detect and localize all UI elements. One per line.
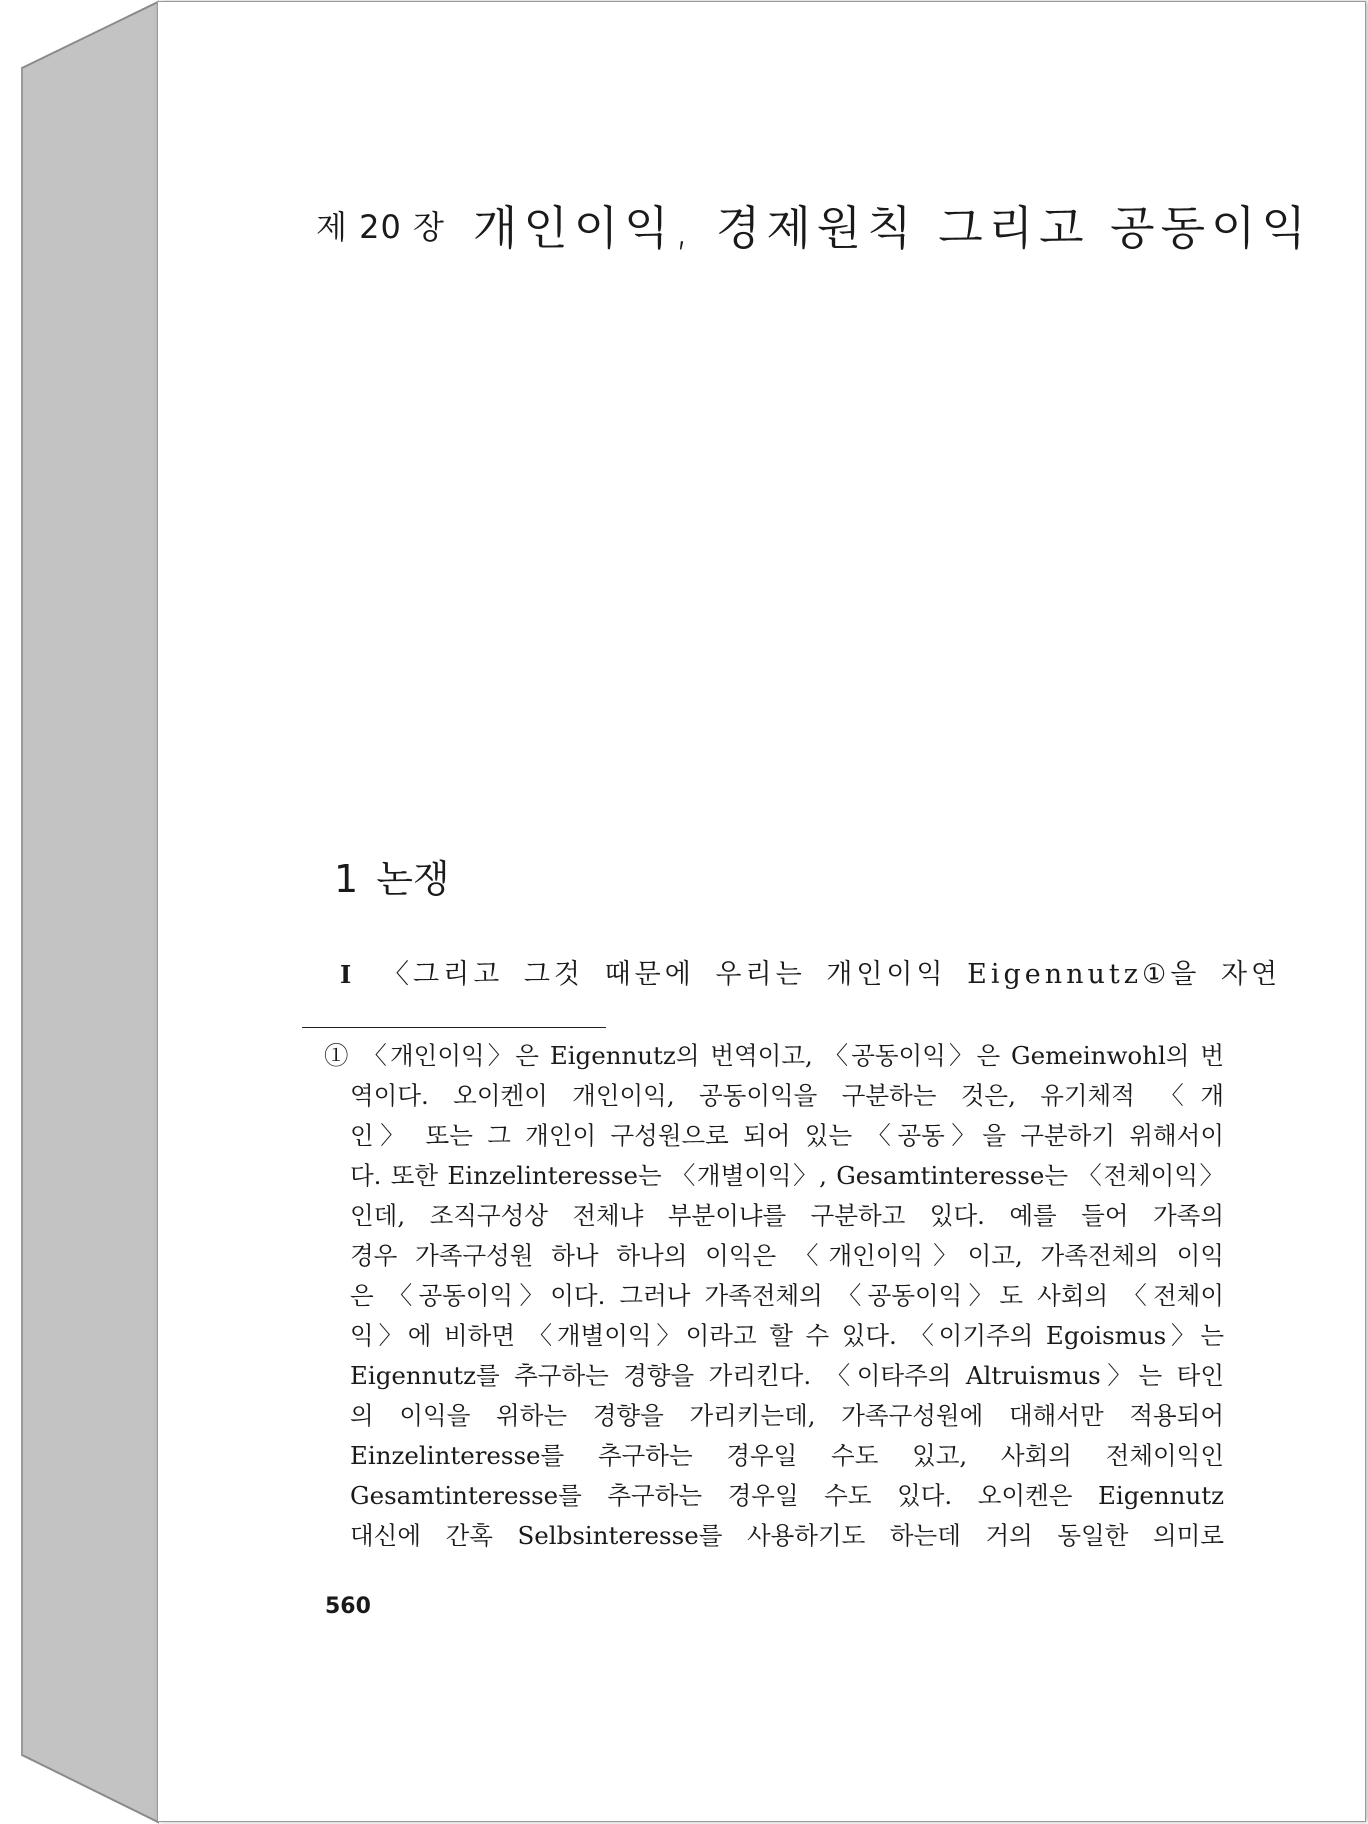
footnote-line: 은 〈공동이익〉이다. 그러나 가족전체의 〈공동이익〉도 사회의 〈전체이 (350, 1281, 1224, 1310)
section-title: 논쟁 (376, 857, 450, 901)
section-number: 1 (334, 857, 359, 901)
footnote-line: Eigennutz를 추구하는 경향을 가리킨다. 〈이타주의 Altruismus〉는 타인 (350, 1361, 1224, 1390)
footnote-line: 다. 또한 Einzelinteresse는 〈개별이익〉, Gesamtinteresse는 〈전체이익〉 (350, 1161, 1224, 1190)
footnote-line: 경우 가족구성원 하나 하나의 이익은 〈개인이익〉이고, 가족전체의 이익 (350, 1241, 1224, 1270)
footnote-line: 익〉에 비하면 〈개별이익〉이라고 할 수 있다. 〈이기주의 Egoismus〉는 (350, 1321, 1224, 1350)
book-page (157, 1, 1366, 1822)
section-heading (334, 848, 450, 903)
footnote-line: 역이다. 오이켄이 개인이익, 공동이익을 구분하는 것은, 유기체적 〈개 (350, 1081, 1224, 1110)
book-spine (0, 0, 160, 1824)
paragraph-first-line (340, 952, 1368, 991)
footnote-line: Gesamtinteresse를 추구하는 경우일 수도 있다. 오이켄은 Eigennutz (350, 1481, 1224, 1510)
footnote-line: 의 이익을 위하는 경향을 가리키는데, 가족구성원에 대해서만 적용되어 (350, 1401, 1224, 1430)
footnote-line: ① 〈개인이익〉은 Eigennutz의 번역이고, 〈공동이익〉은 Gemeinwohl의 번 (324, 1041, 1224, 1070)
paragraph-marker: I (340, 960, 352, 989)
footnote-line: Einzelinteresse를 추구하는 경우일 수도 있고, 사회의 전체이익인 (350, 1441, 1224, 1470)
chapter-heading (316, 192, 1312, 258)
chapter-title: 개인이익, 경제원칙 그리고 공동이익 (472, 201, 1312, 255)
footnote-line: 대신에 간혹 Selbsinteresse를 사용하기도 하는데 거의 동일한 의미로 (350, 1521, 1224, 1550)
footnote-line: 인〉 또는 그 개인이 구성원으로 되어 있는 〈공동〉을 구분하기 위해서이 (350, 1121, 1224, 1150)
paragraph-text: 〈그리고 그것 때문에 우리는 개인이익 Eigennutz①을 자연 (382, 959, 1282, 990)
footnote-line: 인데, 조직구성상 전체냐 부분이냐를 구분하고 있다. 예를 들어 가족의 (350, 1201, 1224, 1230)
page-number: 560 (325, 1594, 371, 1619)
footnote (324, 1036, 1224, 1556)
footnote-divider (302, 1027, 606, 1028)
chapter-number: 제 20 장 (316, 208, 445, 246)
